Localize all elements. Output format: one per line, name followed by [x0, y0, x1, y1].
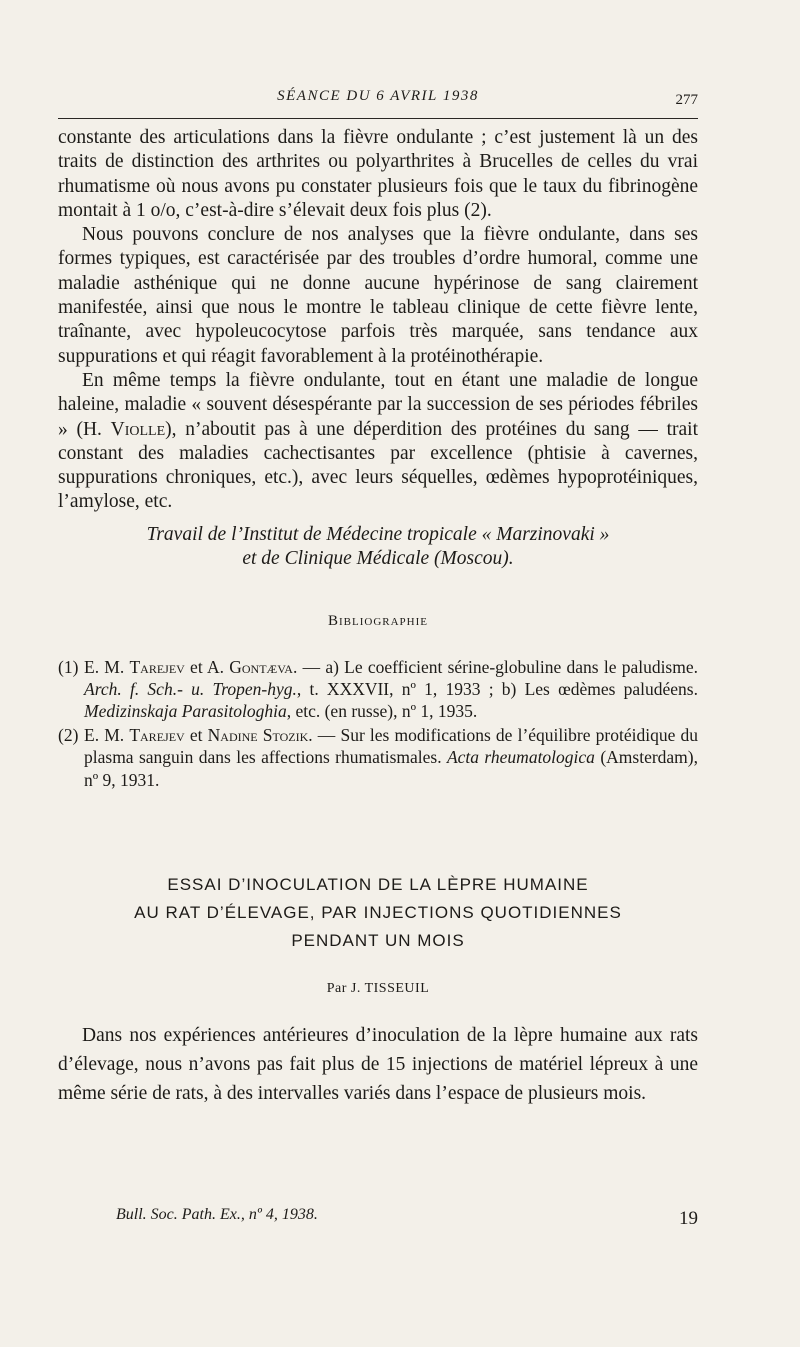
bibliography-number: (2) — [58, 724, 79, 745]
paragraph-proteins-before: En même temps la fièvre ondulante, tout en étant une maladie de longue haleine, maladie « souvent désespérante par la succession de ses périodes fébriles » (H. — [58, 369, 698, 440]
paragraph-proteins — [58, 369, 698, 515]
bib-text: . — Sur les modifications de l’équilibre protéidique du plasma sanguin dans les affections rhumatismales. — [84, 724, 698, 768]
bib-journal: Medizinskaja Parasitologhia — [84, 701, 287, 722]
article-byline: Par J. TISSEUIL — [326, 981, 430, 997]
article-title-line-2: AU RAT D’ÉLEVAGE, PAR INJECTIONS QUOTIDIENNES — [134, 903, 622, 923]
bib-author: Tarejev — [129, 724, 185, 745]
affiliation-line-1: Travail de l’Institut de Médecine tropicale « Marzinovaki » — [146, 523, 610, 545]
bib-text: , t. XXXVII, nº 1, 1933 ; b) Les œdèmes paludéens. — [296, 679, 698, 700]
bib-text: E. M. — [84, 656, 130, 677]
article-intro: Dans nos expériences antérieures d’inoculation de la lèpre humaine aux rats d’élevage, nous n’avons pas fait plus de 15 injections de matériel lépreux à une même série de rats, à des intervalles variés dans l’espace de plusieurs mois. — [58, 1025, 698, 1105]
bib-text: E. M. — [84, 724, 130, 745]
bibliography-entry — [58, 724, 698, 791]
running-header — [58, 78, 698, 108]
bib-journal: Acta rheumatologica — [446, 747, 595, 768]
bibliography-title: Bibliographie — [328, 613, 428, 630]
article-title-line-1: ESSAI D’INOCULATION DE LA LÈPRE HUMAINE — [167, 875, 589, 895]
header-rule — [58, 118, 698, 119]
paragraph-conclusion: Nous pouvons conclure de nos analyses que la fièvre ondulante, dans ses formes typiques, est caractérisée par des troubles d’ordre humoral, comme une maladie asthénique qui ne donne aucune hypérinose de sang clairement manifestée, ainsi que nous le montre le tableau clinique de cette fièvre lente, traînante, avec hypoleucocytose parfois très marquée, sans tendance aux suppurations et qui réagit favorablement à la protéinothérapie. — [58, 224, 698, 367]
journal-citation: Bull. Soc. Path. Ex., nº 4, 1938. — [116, 1206, 318, 1223]
bib-text: . — a) Le coefficient sérine-globuline dans le paludisme. — [292, 656, 699, 677]
article-title — [58, 871, 698, 955]
bibliography-list — [58, 656, 698, 791]
bib-text: et — [184, 724, 208, 745]
signature-mark: 19 — [679, 1208, 698, 1229]
page-body — [58, 126, 698, 1108]
bibliography-number: (1) — [58, 656, 79, 677]
bib-text: (Amsterdam), nº 9, 1931. — [84, 747, 699, 790]
bib-journal: Arch. f. Sch.- u. Tropen-hyg. — [84, 679, 297, 700]
bib-author: Tarejev — [129, 656, 185, 677]
paragraph-proteins-after: ), n’aboutit pas à une déperdition des protéines du sang — trait constant des maladies cachectisantes par excellence (phtisie à cavernes, suppurations chroniques, etc.), avec leurs séquelles, œdèmes hypoprotéiniques, l’amylose, etc. — [58, 418, 699, 513]
bib-author: Nadine Stozik — [207, 724, 309, 745]
author-violle: Violle — [110, 418, 166, 440]
paragraph-continuation: constante des articulations dans la fièvre ondulante ; c’est justement là un des traits de distinction des arthrites ou polyarthrites à Brucelles de celles du vrai rhumatisme où nous avons pu constater plusieurs fois que le taux du fibrinogène montait à 1 o/o, c’est-à-dire s’élevait deux fois plus (2). — [58, 127, 698, 221]
affiliation-line-2: et de Clinique Médicale (Moscou). — [242, 548, 514, 570]
bibliography-entry — [58, 656, 698, 723]
bib-text: , etc. (en russe), nº 1, 1935. — [286, 701, 478, 722]
article-title-line-3: PENDANT UN MOIS — [291, 931, 465, 951]
bib-author: Gontæva — [229, 656, 293, 677]
header-title: SÉANCE DU 6 AVRIL 1938 — [277, 88, 479, 104]
bib-text: et A. — [184, 656, 230, 677]
page-number: 277 — [675, 92, 698, 108]
